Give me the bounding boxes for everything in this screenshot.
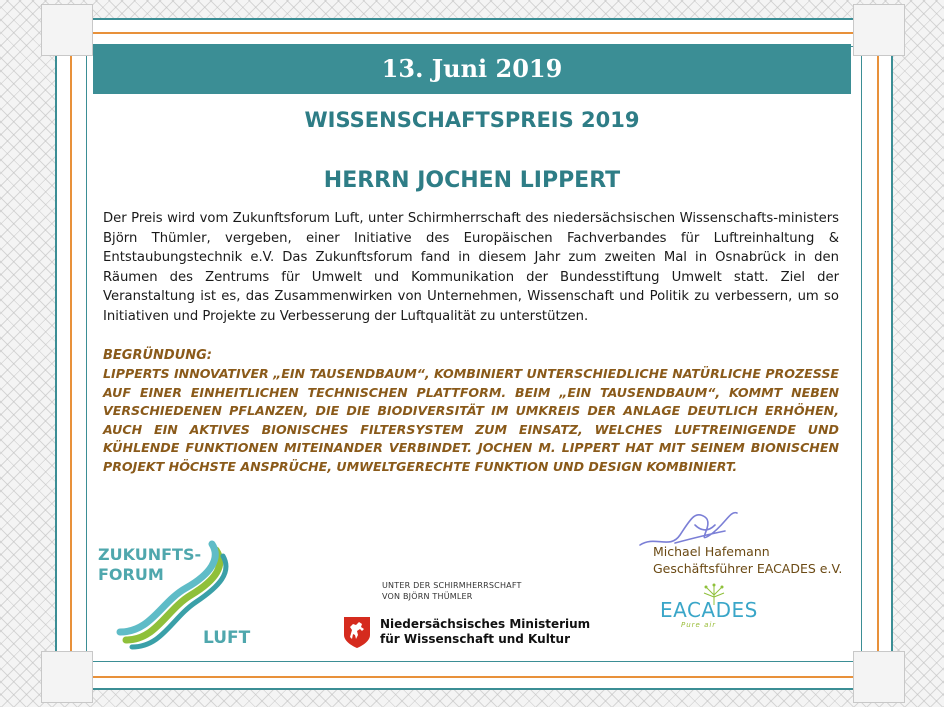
corner-ornament-top-left (41, 4, 93, 56)
signatory-role: Geschäftsführer EACADES e.V. (653, 561, 843, 576)
patronage-label (382, 580, 522, 602)
lower-saxony-horse-crest-icon (342, 615, 372, 649)
signatory-block (653, 543, 842, 577)
eacades-tagline: Pure air (681, 621, 717, 629)
reasoning-heading: BEGRÜNDUNG: (103, 348, 213, 363)
corner-ornament-top-right (853, 4, 905, 56)
date-text: 13. Juni 2019 (381, 54, 563, 83)
eacades-logo-name: EACADES (660, 598, 758, 622)
patronage-line1: UNTER DER SCHIRMHERRSCHAFT (382, 581, 522, 590)
patronage-line2: VON BJÖRN THÜMLER (382, 592, 473, 601)
signatory-name: Michael Hafemann (653, 544, 770, 559)
zukunftsforum-line1: ZUKUNFTS- (98, 545, 202, 564)
award-recipient: HERRN JOCHEN LIPPERT (323, 168, 621, 193)
zukunftsforum-logo-text (98, 545, 201, 585)
ministry-line2: für Wissenschaft und Kultur (380, 632, 571, 646)
reasoning-text: LIPPERTS INNOVATIVER „EIN TAUSENDBAUM“, KOMBINIERT UNTERSCHIEDLICHE NATÜRLICHE PROZESSE AUF EINER EINHEITLICHEN TECHNISCHEN PLATTFORM. BEIM „EIN TAUSENDBAUM“, KOMMT NEBEN VERSCHIEDENEN PFLANZEN, DIE DIE BIODIVERSITÄT IM UMKREIS DER ANLAGE DEUTLICH ERHÖHEN, AUCH EIN AKTIVES BIONISCHES FILTERSYSTEM ZUM EINSATZ, WELCHES LUFTREINIGENDE UND KÜHLENDE FUNKTIONEN MITEINANDER VERBINDET. JOCHEN M. LIPPERT HAT MIT SEINEM BIONISCHEN PROJEKT HÖCHSTE ANSPRÜCHE, UMWELTGERECHTE FUNKTION UND DESIGN KOMBINIERT. (103, 366, 839, 474)
award-title: WISSENSCHAFTSPREIS 2019 (304, 108, 640, 132)
date-banner (93, 44, 851, 94)
zukunftsforum-line3: LUFT (203, 628, 251, 648)
zukunftsforum-line2: FORUM (98, 565, 164, 584)
corner-ornament-bottom-left (41, 651, 93, 703)
corner-ornament-bottom-right (853, 651, 905, 703)
award-description: Der Preis wird vom Zukunftsforum Luft, unter Schirmherrschaft des niedersächsischen Wissenschafts-ministers Björn Thümler, vergeben, einer Initiative des Europäischen Fachverbandes für Luftreinhaltung & Entstaubungstechnik e.V. Das Zukunftsforum fand in diesem Jahr zum zweiten Mal in Osnabrück in den Räumen des Zentrums für Umwelt und Kommunikation der Bundesstiftung Umwelt statt. Ziel der Veranstaltung ist es, das Zusammenwirken von Unternehmen, Wissenschaft und Politik zu verbessern, um so Initiativen und Projekte zu Verbesserung der Luftqualität zu unterstützen. (103, 211, 839, 324)
ministry-name (380, 617, 590, 647)
ministry-line1: Niedersächsisches Ministerium (380, 617, 591, 631)
